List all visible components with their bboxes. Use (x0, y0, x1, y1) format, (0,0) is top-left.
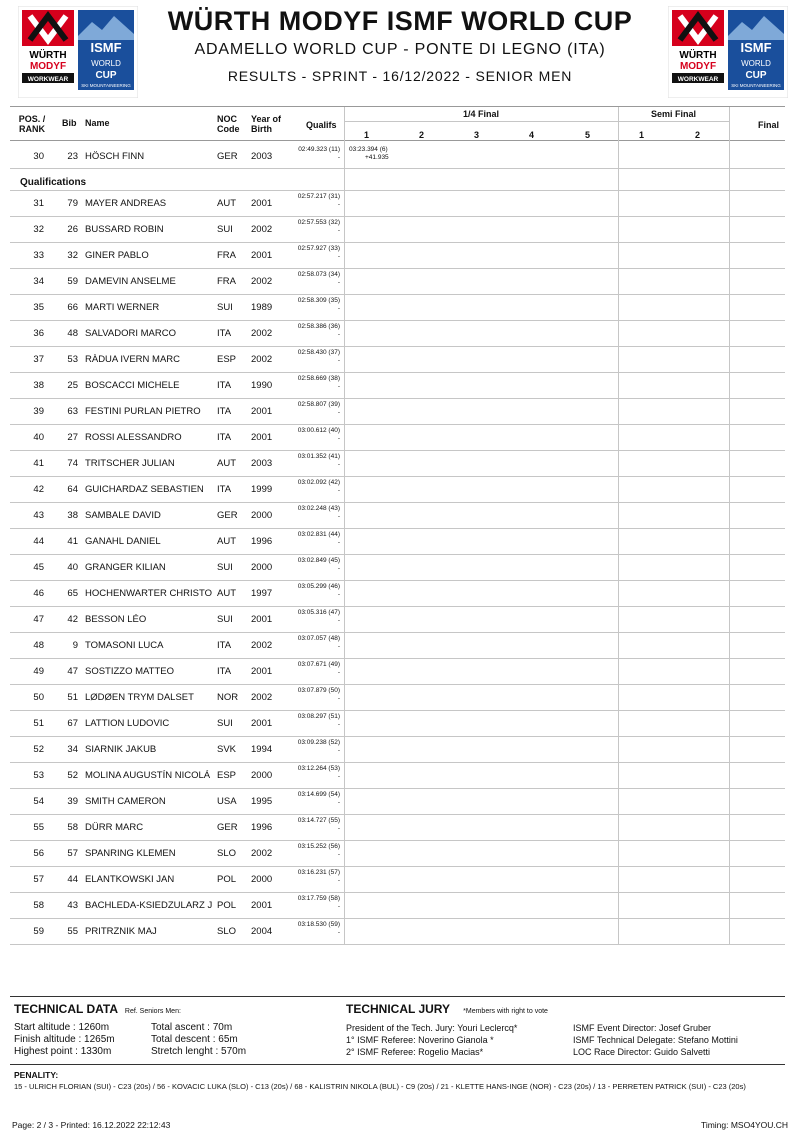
svg-text:ISMF: ISMF (740, 40, 772, 55)
athlete-name: GANAHL DANIEL (85, 536, 161, 547)
svg-text:WORKWEAR: WORKWEAR (677, 76, 719, 83)
noc-code: ITA (217, 380, 232, 391)
bib: 53 (67, 354, 78, 365)
athlete-name: SOSTIZZO MATTEO (85, 666, 175, 677)
rank: 42 (33, 484, 44, 495)
rank: 31 (33, 198, 44, 209)
rank: 59 (33, 926, 44, 937)
qualif-time: 03:14.727 (55) - (297, 817, 340, 832)
table-row (0, 294, 800, 320)
qualif-time: 02:58.669 (38) - (297, 375, 340, 390)
bib: 32 (67, 250, 78, 261)
col-header-semi-final: Semi Final (650, 109, 696, 119)
rank: 46 (33, 588, 44, 599)
birth-year: 2001 (251, 198, 273, 209)
table-row (0, 632, 800, 658)
qualif-time: 03:08.297 (51) - (297, 713, 340, 728)
bib: 63 (67, 406, 78, 417)
bib: 43 (67, 900, 78, 911)
rank: 57 (33, 874, 44, 885)
bib: 74 (67, 458, 78, 469)
birth-year: 1999 (251, 484, 273, 495)
rank: 54 (33, 796, 44, 807)
noc-code: SUI (217, 562, 233, 573)
athlete-name: MAYER ANDREAS (85, 198, 167, 209)
bib: 27 (67, 432, 78, 443)
svg-text:ISMF: ISMF (90, 40, 122, 55)
birth-year: 2001 (251, 900, 273, 911)
qualif-time: 03:05.316 (47) - (297, 609, 340, 624)
birth-year: 1997 (251, 588, 273, 599)
bib: 79 (67, 198, 78, 209)
table-row (0, 450, 800, 476)
table-row (0, 814, 800, 840)
athlete-name: ELANTKOWSKI JAN (85, 874, 175, 885)
athlete-name: PRITRZNIK MAJ (85, 926, 157, 937)
table-row (0, 216, 800, 242)
qualif-time: 03:01.352 (41) - (297, 453, 340, 468)
noc-code: ITA (217, 328, 232, 339)
noc-code: SVK (217, 744, 237, 755)
table-row (0, 528, 800, 554)
technical-data-title: TECHNICAL DATA Ref. Seniors Men: (14, 1002, 181, 1016)
birth-year: 2002 (251, 328, 273, 339)
row-divider (10, 944, 785, 945)
athlete-name: SPANRING KLEMEN (85, 848, 176, 859)
svg-text:MODYF: MODYF (29, 61, 67, 72)
noc-code: SUI (217, 224, 233, 235)
qualif-time: 03:07.879 (50) - (297, 687, 340, 702)
table-row (0, 580, 800, 606)
athlete-name: DAMEVIN ANSELME (85, 276, 176, 287)
footer-top-rule (10, 996, 785, 997)
birth-year: 2002 (251, 224, 273, 235)
noc-code: FRA (217, 250, 236, 261)
athlete-name: FESTINI PURLAN PIETRO (85, 406, 201, 417)
rank: 58 (33, 900, 44, 911)
qualif-time: 03:02.248 (43) - (297, 505, 340, 520)
noc-code: ITA (217, 484, 232, 495)
col-header-name: Name (85, 118, 110, 128)
rank: 47 (33, 614, 44, 625)
noc-code: POL (217, 900, 237, 911)
rank: 35 (33, 302, 44, 313)
athlete-name: MOLINA AUGUSTÍN NICOLÁ (85, 770, 211, 781)
noc-code: SLO (217, 848, 237, 859)
athlete-name: ROSSI ALESSANDRO (85, 432, 182, 443)
birth-year: 1996 (251, 822, 273, 833)
birth-year: 2000 (251, 770, 273, 781)
birth-year: 2003 (251, 151, 273, 162)
qualif-time: 03:16.231 (57) - (297, 869, 340, 884)
table-row (0, 840, 800, 866)
bib: 42 (67, 614, 78, 625)
bib: 39 (67, 796, 78, 807)
birth-year: 2004 (251, 926, 273, 937)
wurth-ismf-logo-right (668, 6, 788, 98)
table-row (0, 398, 800, 424)
athlete-name: DÜRR MARC (85, 822, 144, 833)
col-header-bib: Bib (62, 118, 77, 128)
birth-year: 2002 (251, 640, 273, 651)
bib: 40 (67, 562, 78, 573)
table-row (0, 892, 800, 918)
noc-code: FRA (217, 276, 236, 287)
svg-text:WÜRTH: WÜRTH (679, 50, 717, 61)
noc-code: AUT (217, 588, 236, 599)
col-header-pos: POS. / RANK (18, 114, 46, 134)
birth-year: 2000 (251, 510, 273, 521)
qualif-time: 03:00.612 (40) - (297, 427, 340, 442)
noc-code: ESP (217, 770, 237, 781)
col-header-year: Year of Birth (251, 114, 282, 134)
rank: 45 (33, 562, 44, 573)
birth-year: 2002 (251, 692, 273, 703)
col-header-noc: NOC Code (217, 114, 240, 134)
svg-text:WÜRTH: WÜRTH (29, 50, 67, 61)
table-row (0, 268, 800, 294)
qualif-time: 02:58.309 (35) - (297, 297, 340, 312)
bib: 34 (67, 744, 78, 755)
birth-year: 1990 (251, 380, 273, 391)
athlete-name: BESSON LÉO (85, 614, 147, 625)
rank: 43 (33, 510, 44, 521)
quarter-heat-1: 1 (364, 130, 370, 140)
col-header-qualifs: Qualifs (306, 120, 337, 130)
athlete-name: BACHLEDA-KSIEDZULARZ J (85, 900, 213, 911)
noc-code: GER (217, 822, 238, 833)
noc-code: SUI (217, 718, 233, 729)
noc-code: ESP (217, 354, 237, 365)
rank: 50 (33, 692, 44, 703)
rank: 55 (33, 822, 44, 833)
birth-year: 2002 (251, 354, 273, 365)
bib: 55 (67, 926, 78, 937)
noc-code: GER (217, 510, 238, 521)
rank: 30 (33, 151, 44, 162)
bib: 23 (67, 151, 78, 162)
rank: 34 (33, 276, 44, 287)
noc-code: AUT (217, 458, 236, 469)
athlete-name: SMITH CAMERON (85, 796, 166, 807)
birth-year: 1996 (251, 536, 273, 547)
table-row (0, 658, 800, 684)
table-row (0, 554, 800, 580)
noc-code: USA (217, 796, 237, 807)
qualif-time: 03:17.759 (58) - (297, 895, 340, 910)
semi-heat-2: 2 (695, 130, 701, 140)
quarter-heat-2: 2 (419, 130, 425, 140)
svg-text:WORLD: WORLD (741, 59, 771, 68)
table-row (0, 476, 800, 502)
section-label-qualifications: Qualifications (20, 177, 87, 188)
qualif-time: 02:49.323 (11) - (298, 146, 340, 161)
athlete-name: GRANGER KILIAN (85, 562, 166, 573)
table-row (0, 190, 800, 216)
birth-year: 2001 (251, 432, 273, 443)
bib: 52 (67, 770, 78, 781)
table-row (0, 918, 800, 944)
table-row (0, 736, 800, 762)
svg-text:WORKWEAR: WORKWEAR (27, 76, 69, 83)
quarter-heat-3: 3 (474, 130, 480, 140)
page-title: WÜRTH MODYF ISMF WORLD CUP (167, 6, 633, 36)
athlete-name: HOCHENWARTER CHRISTO (85, 588, 213, 599)
page-info: Page: 2 / 3 - Printed: 16.12.2022 22:12:43 (12, 1120, 171, 1130)
qualif-time: 03:02.092 (42) - (297, 479, 340, 494)
table-row (0, 424, 800, 450)
bib: 58 (67, 822, 78, 833)
rank: 33 (33, 250, 44, 261)
rank: 51 (33, 718, 44, 729)
bib: 41 (67, 536, 78, 547)
rank: 53 (33, 770, 44, 781)
table-row (0, 788, 800, 814)
birth-year: 2002 (251, 848, 273, 859)
bib: 48 (67, 328, 78, 339)
svg-text:SKI MOUNTAINEERING: SKI MOUNTAINEERING (81, 83, 131, 88)
bib: 47 (67, 666, 78, 677)
timing-credit: Timing: MSO4YOU.CH (700, 1120, 788, 1130)
wurth-ismf-logo-left (18, 6, 138, 98)
bib: 25 (67, 380, 78, 391)
table-row (0, 606, 800, 632)
noc-code: ITA (217, 666, 232, 677)
qualif-time: 02:58.807 (39) - (297, 401, 340, 416)
bib: 67 (67, 718, 78, 729)
qualif-time: 03:02.849 (45) - (297, 557, 340, 572)
qualif-time: 03:05.299 (46) - (297, 583, 340, 598)
noc-code: ITA (217, 640, 232, 651)
rank: 39 (33, 406, 44, 417)
technical-data-col-1: Start altitude : 1260m Finish altitude : 1265m Highest point : 1330m (14, 1022, 115, 1057)
noc-code: SUI (217, 302, 233, 313)
qualif-time: 03:09.238 (52) - (297, 739, 340, 754)
table-row (0, 710, 800, 736)
qualif-time: 03:15.252 (56) - (297, 843, 340, 858)
athlete-name: GUICHARDAZ SEBASTIEN (85, 484, 204, 495)
rank: 37 (33, 354, 44, 365)
qualif-time: 03:18.530 (59) - (297, 921, 340, 936)
quarter-heat-4: 4 (529, 130, 535, 140)
noc-code: POL (217, 874, 237, 885)
birth-year: 2002 (251, 276, 273, 287)
birth-year: 2001 (251, 666, 273, 677)
qualif-time: 03:14.699 (54) - (297, 791, 340, 806)
noc-code: AUT (217, 198, 236, 209)
birth-year: 2000 (251, 562, 273, 573)
athlete-name: SAMBALE DAVID (85, 510, 161, 521)
bib: 65 (67, 588, 78, 599)
semi-heat-1: 1 (639, 130, 645, 140)
results-line: RESULTS - SPRINT - 16/12/2022 - SENIOR MEN (227, 68, 573, 84)
bib: 44 (67, 874, 78, 885)
birth-year: 2001 (251, 406, 273, 417)
noc-code: AUT (217, 536, 236, 547)
table-row (0, 762, 800, 788)
event-subtitle: ADAMELLO WORLD CUP - PONTE DI LEGNO (ITA) (194, 41, 606, 58)
birth-year: 2001 (251, 250, 273, 261)
bib: 9 (72, 640, 78, 651)
athlete-name: LATTION LUDOVIC (85, 718, 170, 729)
rank: 32 (33, 224, 44, 235)
noc-code: SLO (217, 926, 237, 937)
qualif-time: 03:02.831 (44) - (297, 531, 340, 546)
svg-text:CUP: CUP (745, 70, 767, 81)
noc-code: NOR (217, 692, 239, 703)
athlete-name: RÀDUA IVERN MARC (85, 354, 181, 365)
rank: 38 (33, 380, 44, 391)
noc-code: SUI (217, 614, 233, 625)
athlete-name: MARTI WERNER (85, 302, 160, 313)
qualif-time: 03:07.671 (49) - (297, 661, 340, 676)
table-row (0, 346, 800, 372)
quarter-heat-5: 5 (585, 130, 591, 140)
athlete-name: SALVADORI MARCO (85, 328, 176, 339)
rank: 52 (33, 744, 44, 755)
birth-year: 1989 (251, 302, 273, 313)
rank: 56 (33, 848, 44, 859)
bib: 38 (67, 510, 78, 521)
bib: 64 (67, 484, 78, 495)
quarter-final-time: 03:23.394 (6) +41.935 (349, 146, 389, 161)
technical-jury-col-1: President of the Tech. Jury: Youri Leclercq* 1° ISMF Referee: Noverino Gianola * 2° ISMF Referee: Rogelio Macias* (346, 1023, 518, 1057)
qualif-time: 02:58.073 (34) - (297, 271, 340, 286)
bib: 51 (67, 692, 78, 703)
qualif-time: 02:57.927 (33) - (297, 245, 340, 260)
table-row (0, 502, 800, 528)
noc-code: ITA (217, 406, 232, 417)
table-row (0, 684, 800, 710)
rank: 44 (33, 536, 44, 547)
birth-year: 1994 (251, 744, 273, 755)
birth-year: 2001 (251, 614, 273, 625)
round-header-rule (344, 121, 729, 122)
rank: 49 (33, 666, 44, 677)
technical-jury-title: TECHNICAL JURY *Members with right to vote (346, 1002, 548, 1016)
technical-jury-col-2: ISMF Event Director: Josef Gruber ISMF Technical Delegate: Stefano Mottini LOC Race Director: Guido Salvetti (573, 1023, 738, 1057)
table-row (0, 320, 800, 346)
noc-code: GER (217, 151, 238, 162)
birth-year: 1995 (251, 796, 273, 807)
technical-data-col-2: Total ascent : 70m Total descent : 65m Stretch lenght : 570m (151, 1022, 247, 1057)
bib: 66 (67, 302, 78, 313)
rank: 48 (33, 640, 44, 651)
athlete-name: TRITSCHER JULIAN (85, 458, 175, 469)
birth-year: 2003 (251, 458, 273, 469)
birth-year: 2000 (251, 874, 273, 885)
svg-text:WORLD: WORLD (91, 59, 121, 68)
noc-code: ITA (217, 432, 232, 443)
bib: 57 (67, 848, 78, 859)
penality-label: PENALITY: (14, 1070, 59, 1080)
athlete-name: SIARNIK JAKUB (85, 744, 157, 755)
qualif-time: 02:58.430 (37) - (297, 349, 340, 364)
rank: 41 (33, 458, 44, 469)
svg-text:CUP: CUP (95, 70, 117, 81)
table-row (0, 242, 800, 268)
athlete-name: HÖSCH FINN (85, 151, 145, 162)
penality-rule (10, 1064, 785, 1065)
table-row (0, 372, 800, 398)
qualif-time: 02:57.217 (31) - (297, 193, 340, 208)
athlete-name: GINER PABLO (85, 250, 149, 261)
col-header-quarter-final: 1/4 Final (462, 109, 499, 119)
bib: 59 (67, 276, 78, 287)
athlete-name: BOSCACCI MICHELE (85, 380, 180, 391)
qualif-time: 03:12.264 (53) - (297, 765, 340, 780)
rank: 36 (33, 328, 44, 339)
penality-text: 15 - ULRICH FLORIAN (SUI) - C23 (20s) / 56 - KOVACIC LUKA (SLO) - C13 (20s) / 68 - KALISTRIN NIKOLA (BUL) - C9 (20s) / 21 - KLETTE HANS-INGE (NOR) - C23 (20s) / 13 - PERRETEN PATRICK (SUI) - C23 (20s) (14, 1082, 746, 1091)
qualif-time: 02:57.553 (32) - (297, 219, 340, 234)
athlete-name: BUSSARD ROBIN (85, 224, 164, 235)
athlete-name: LØDØEN TRYM DALSET (85, 692, 194, 703)
col-header-final: Final (758, 120, 780, 130)
svg-text:SKI MOUNTAINEERING: SKI MOUNTAINEERING (731, 83, 781, 88)
table-row (0, 866, 800, 892)
qualif-time: 02:58.386 (36) - (297, 323, 340, 338)
table-top-rule (10, 106, 785, 107)
svg-text:MODYF: MODYF (679, 61, 717, 72)
bib: 26 (67, 224, 78, 235)
birth-year: 2001 (251, 718, 273, 729)
table-header-rule (10, 140, 785, 141)
qualif-time: 03:07.057 (48) - (297, 635, 340, 650)
rank: 40 (33, 432, 44, 443)
athlete-name: TOMASONI LUCA (85, 640, 164, 651)
row-divider (10, 168, 785, 169)
